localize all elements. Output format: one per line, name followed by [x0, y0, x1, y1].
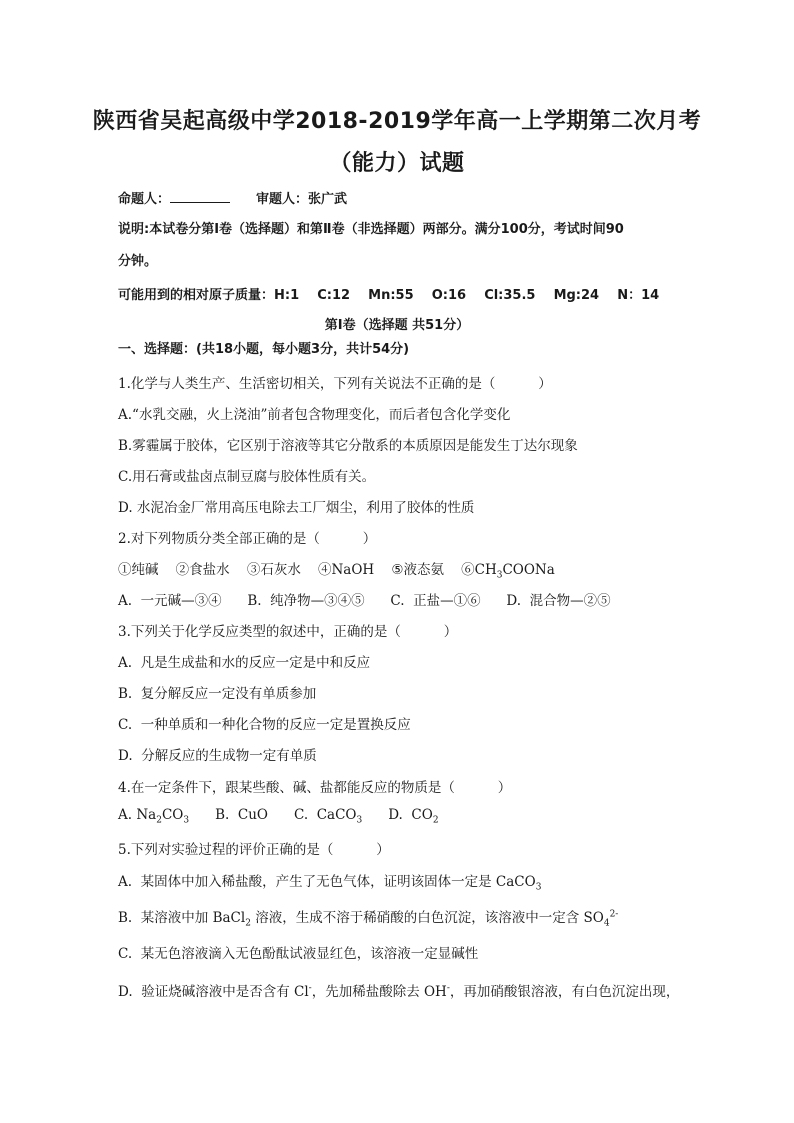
question-1-stem: 1.化学与人类生产、生活密切相关，下列有关说法不正确的是（ ） — [118, 376, 552, 392]
question-4-option-b: B. CuO — [215, 807, 268, 823]
subscript: 2 — [245, 918, 251, 929]
subscript: 3 — [356, 815, 363, 826]
question-1-option-d: D. 水泥冶金厂常用高压电除去工厂烟尘，利用了胶体的性质 — [118, 500, 475, 516]
atomic-masses: 可能用到的相对原子质量：H:1 C:12 Mn:55 O:16 Cl:35.5 Mg:24 N：14 — [118, 288, 660, 303]
exam-title: 陕西省吴起高级中学2018-2019学年高一上学期第二次月考 — [92, 109, 702, 134]
question-2-items-text: ①纯碱 ②食盐水 ③石灰水 ④NaOH ⑤液态氨 ⑥CH — [118, 562, 497, 578]
question-1-option-a: A.“水乳交融，火上浇油”前者包含物理变化，而后者包含化学变化 — [118, 407, 511, 423]
question-3-stem: 3.下列关于化学反应类型的叙述中，正确的是（ ） — [118, 624, 458, 640]
subscript: 2 — [156, 815, 162, 826]
author-blank — [170, 190, 230, 203]
question-4-option-d: D. CO — [388, 807, 433, 823]
exam-subtitle: （能力）试题 — [329, 151, 465, 176]
question-4-option-a: A. Na — [118, 807, 157, 823]
question-5-option-d-text: D. 验证烧碱溶液中是否含有 Cl — [118, 984, 309, 1000]
question-2-stem: 2.对下列物质分类全部正确的是（ ） — [118, 531, 377, 547]
question-1-option-c: C.用石膏或盐卤点制豆腐与胶体性质有关。 — [118, 469, 376, 485]
part-title: 第Ⅰ卷（选择题 共51分） — [324, 318, 470, 333]
question-1-option-b: B.雾霾属于胶体，它区别于溶液等其它分散系的本质原因是能发生丁达尔现象 — [118, 438, 578, 454]
question-4-stem: 4.在一定条件下，跟某些酸、碱、盐都能反应的物质是（ ） — [118, 780, 512, 796]
question-5-option-d — [118, 980, 679, 1000]
question-5-option-d-tail: ，再加硝酸银溶液，有白色沉淀出现， — [449, 984, 680, 1000]
question-5-option-b — [118, 906, 618, 929]
question-5-option-d-mid: ，先加稀盐酸除去 OH — [311, 984, 447, 1000]
exam-note-line1: 说明:本试卷分第Ⅰ卷（选择题）和第Ⅱ卷（非选择题）两部分。满分100分，考试时间90 — [118, 222, 624, 237]
subscript: 3 — [496, 570, 503, 581]
question-4-option-a-mid: CO — [161, 807, 184, 823]
question-5-option-a — [118, 870, 541, 893]
reviewer: 审题人：张广武 — [256, 192, 348, 207]
question-5-option-b-mid: 溶液，生成不溶于稀硝酸的白色沉淀，该溶液中一定含 SO — [250, 910, 604, 926]
question-4-option-c: C. CaCO — [293, 807, 357, 823]
subscript: 4 — [603, 918, 610, 929]
question-5-option-a-text: A. 某固体中加入稀盐酸，产生了无色气体，证明该固体一定是 CaCO — [118, 874, 536, 890]
subscript: 2 — [432, 815, 439, 826]
question-3-option-b: B. 复分解反应一定没有单质参加 — [118, 686, 317, 702]
question-5-option-c: C. 某无色溶液滴入无色酚酞试液显红色，该溶液一定显碱性 — [118, 946, 479, 962]
question-2-items — [118, 558, 555, 581]
question-5-option-b-text: B. 某溶液中加 BaCl — [118, 910, 246, 926]
subscript: 3 — [535, 882, 542, 893]
superscript: - — [446, 983, 450, 994]
question-3-option-c: C. 一种单质和一种化合物的反应一定是置换反应 — [118, 717, 411, 733]
subscript: 3 — [183, 815, 190, 826]
question-4-options — [118, 807, 439, 826]
superscript: 2- — [609, 909, 619, 920]
exam-note-line2: 分钟。 — [118, 254, 158, 269]
section-heading: 一、选择题：(共18小题，每小题3分，共计54分) — [118, 342, 410, 357]
question-3-option-d: D. 分解反应的生成物一定有单质 — [118, 748, 317, 764]
author-line — [118, 188, 347, 207]
question-5-stem: 5.下列对实验过程的评价正确的是（ ） — [118, 842, 390, 858]
question-2-options: A. 一元碱—③④ B. 纯净物—③④⑤ C. 正盐—①⑥ D. 混合物—②⑤ — [118, 593, 611, 609]
question-2-items-tail: COONa — [502, 562, 555, 578]
question-3-option-a: A. 凡是生成盐和水的反应一定是中和反应 — [118, 655, 371, 671]
author-label: 命题人： — [118, 192, 171, 207]
superscript: - — [308, 983, 312, 994]
